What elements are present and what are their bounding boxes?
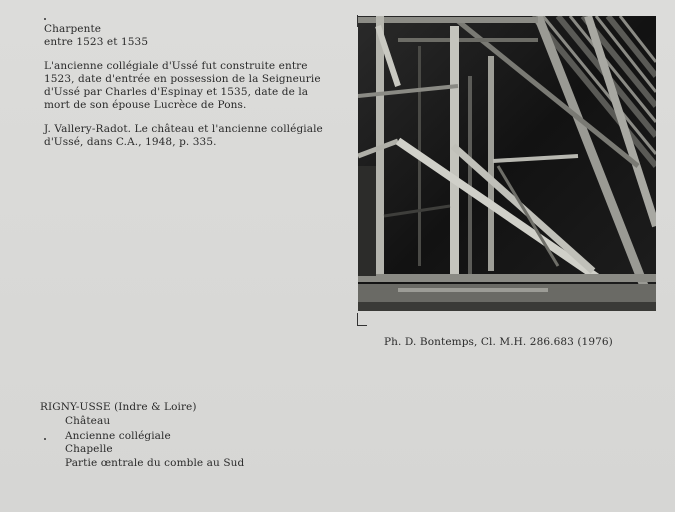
- location-item: Château: [65, 415, 111, 427]
- location-item: Ancienne collégiale: [65, 430, 171, 442]
- description-line: mort de son épouse Lucrèce de Pons.: [44, 99, 247, 111]
- bullet-dot: [44, 18, 46, 20]
- roof-framing-photo: [358, 16, 656, 311]
- reference-line: d'Ussé, dans C.A., 1948, p. 335.: [44, 136, 217, 148]
- date-range: entre 1523 et 1535: [44, 36, 149, 48]
- photo-credit: Ph. D. Bontemps, Cl. M.H. 286.683 (1976): [384, 336, 613, 348]
- corner-mark: [357, 313, 358, 325]
- description-line: 1523, date d'entrée en possession de la Seigneurie: [44, 73, 321, 85]
- location-item: Partie œntrale du comble au Sud: [65, 457, 245, 469]
- commune-title: RIGNY-USSE (Indre & Loire): [40, 401, 197, 413]
- bullet-dot: [44, 438, 46, 440]
- description-line: d'Ussé par Charles d'Espinay et 1535, date de la: [44, 86, 309, 98]
- location-item: Chapelle: [65, 443, 113, 455]
- corner-mark: [357, 325, 367, 326]
- description-line: L'ancienne collégiale d'Ussé fut construite entre: [44, 60, 308, 72]
- reference-line: J. Vallery-Radot. Le château et l'ancienne collégiale: [44, 123, 323, 135]
- subject-title: Charpente: [44, 23, 102, 35]
